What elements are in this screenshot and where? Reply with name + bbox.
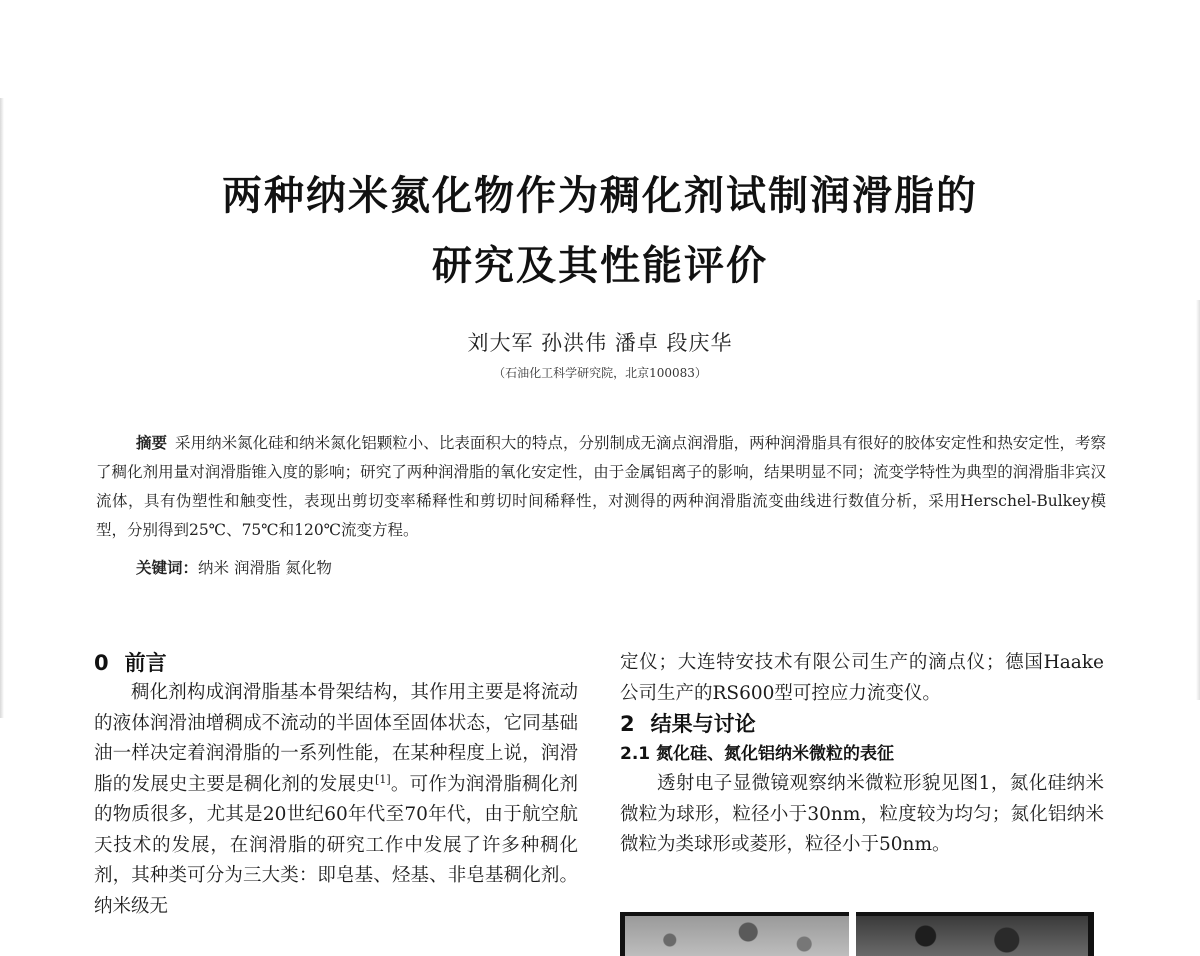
abstract-text: 采用纳米氮化硅和纳米氮化铝颗粒小、比表面积大的特点，分别制成无滴点润滑脂，两种润滑脂具有很好的胶体安定性和热安定性，考察了稠化剂用量对润滑脂锥入度的影响；研究了两种润滑脂的氧化安定性，由于金属铝离子的影响，结果明显不同；流变学特性为典型的润滑脂非宾汉流体，具有伪塑性和触变性，表现出剪切变率稀释性和剪切时间稀释性，对测得的两种润滑脂流变曲线进行数值分析，采用Herschel-Bulkey模型，分别得到25℃、75℃和120℃流变方程。 [96,434,1106,539]
scan-edge-right [1196,300,1200,700]
subsection-2-1-paragraph: 透射电子显微镜观察纳米微粒形貌见图1，氮化硅纳米微粒为球形，粒径小于30nm，粒度较为均匀；氮化铝纳米微粒为类球形或菱形，粒径小于50nm。 [620,773,1104,855]
left-column [94,648,578,922]
reference-marker: [1] [375,772,391,786]
section-2-title: 结果与讨论 [650,712,756,736]
section-2-number: 2 [620,712,635,736]
section-0-number: 0 [94,651,109,675]
tem-image-aluminum-nitride [856,912,1094,956]
tem-image-silicon-nitride [620,912,849,956]
paper-title-line-1: 两种纳米氮化物作为稠化剂试制润滑脂的 [222,173,978,219]
keywords-label: 关键词： [136,558,199,577]
section-0-text-part1: 稠化剂构成润滑脂基本骨架结构，其作用主要是将流动的液体润滑油增稠成不流动的半固体至固体状态，它同基础油一样决定着润滑脂的一系列性能，在某种程度上说，润滑脂的发展史主要是稠化剂的发展史 [94,682,578,795]
abstract [96,428,1106,545]
affiliation: （石油化工科学研究院，北京100083） [493,366,707,380]
paper-title-line-2: 研究及其性能评价 [432,243,768,289]
section-0-heading [94,648,578,678]
section-0-paragraph [94,678,578,922]
section-0-title: 前言 [124,651,167,675]
figure-1-images [620,912,1090,952]
continued-paragraph: 定仪；大连特安技术有限公司生产的滴点仪；德国Haake公司生产的RS600型可控应力流变仪。 [620,652,1104,704]
section-2-heading [620,709,1104,739]
section-0-text-part2: 。可作为润滑脂稠化剂的物质很多，尤其是20世纪60年代至70年代，由于航空航天技术的发展，在润滑脂的研究工作中发展了许多种稠化剂，其种类可分为三大类：即皂基、烃基、非皂基稠化剂。纳米级无 [94,773,578,917]
keywords [136,556,936,578]
right-column [620,648,1104,861]
abstract-label: 摘要 [136,433,168,452]
subsection-2-1-heading: 2.1 氮化硅、氮化铝纳米微粒的表征 [620,744,895,764]
keywords-text: 纳米 润滑脂 氮化物 [198,559,332,577]
authors: 刘大军 孙洪伟 潘卓 段庆华 [467,331,733,355]
